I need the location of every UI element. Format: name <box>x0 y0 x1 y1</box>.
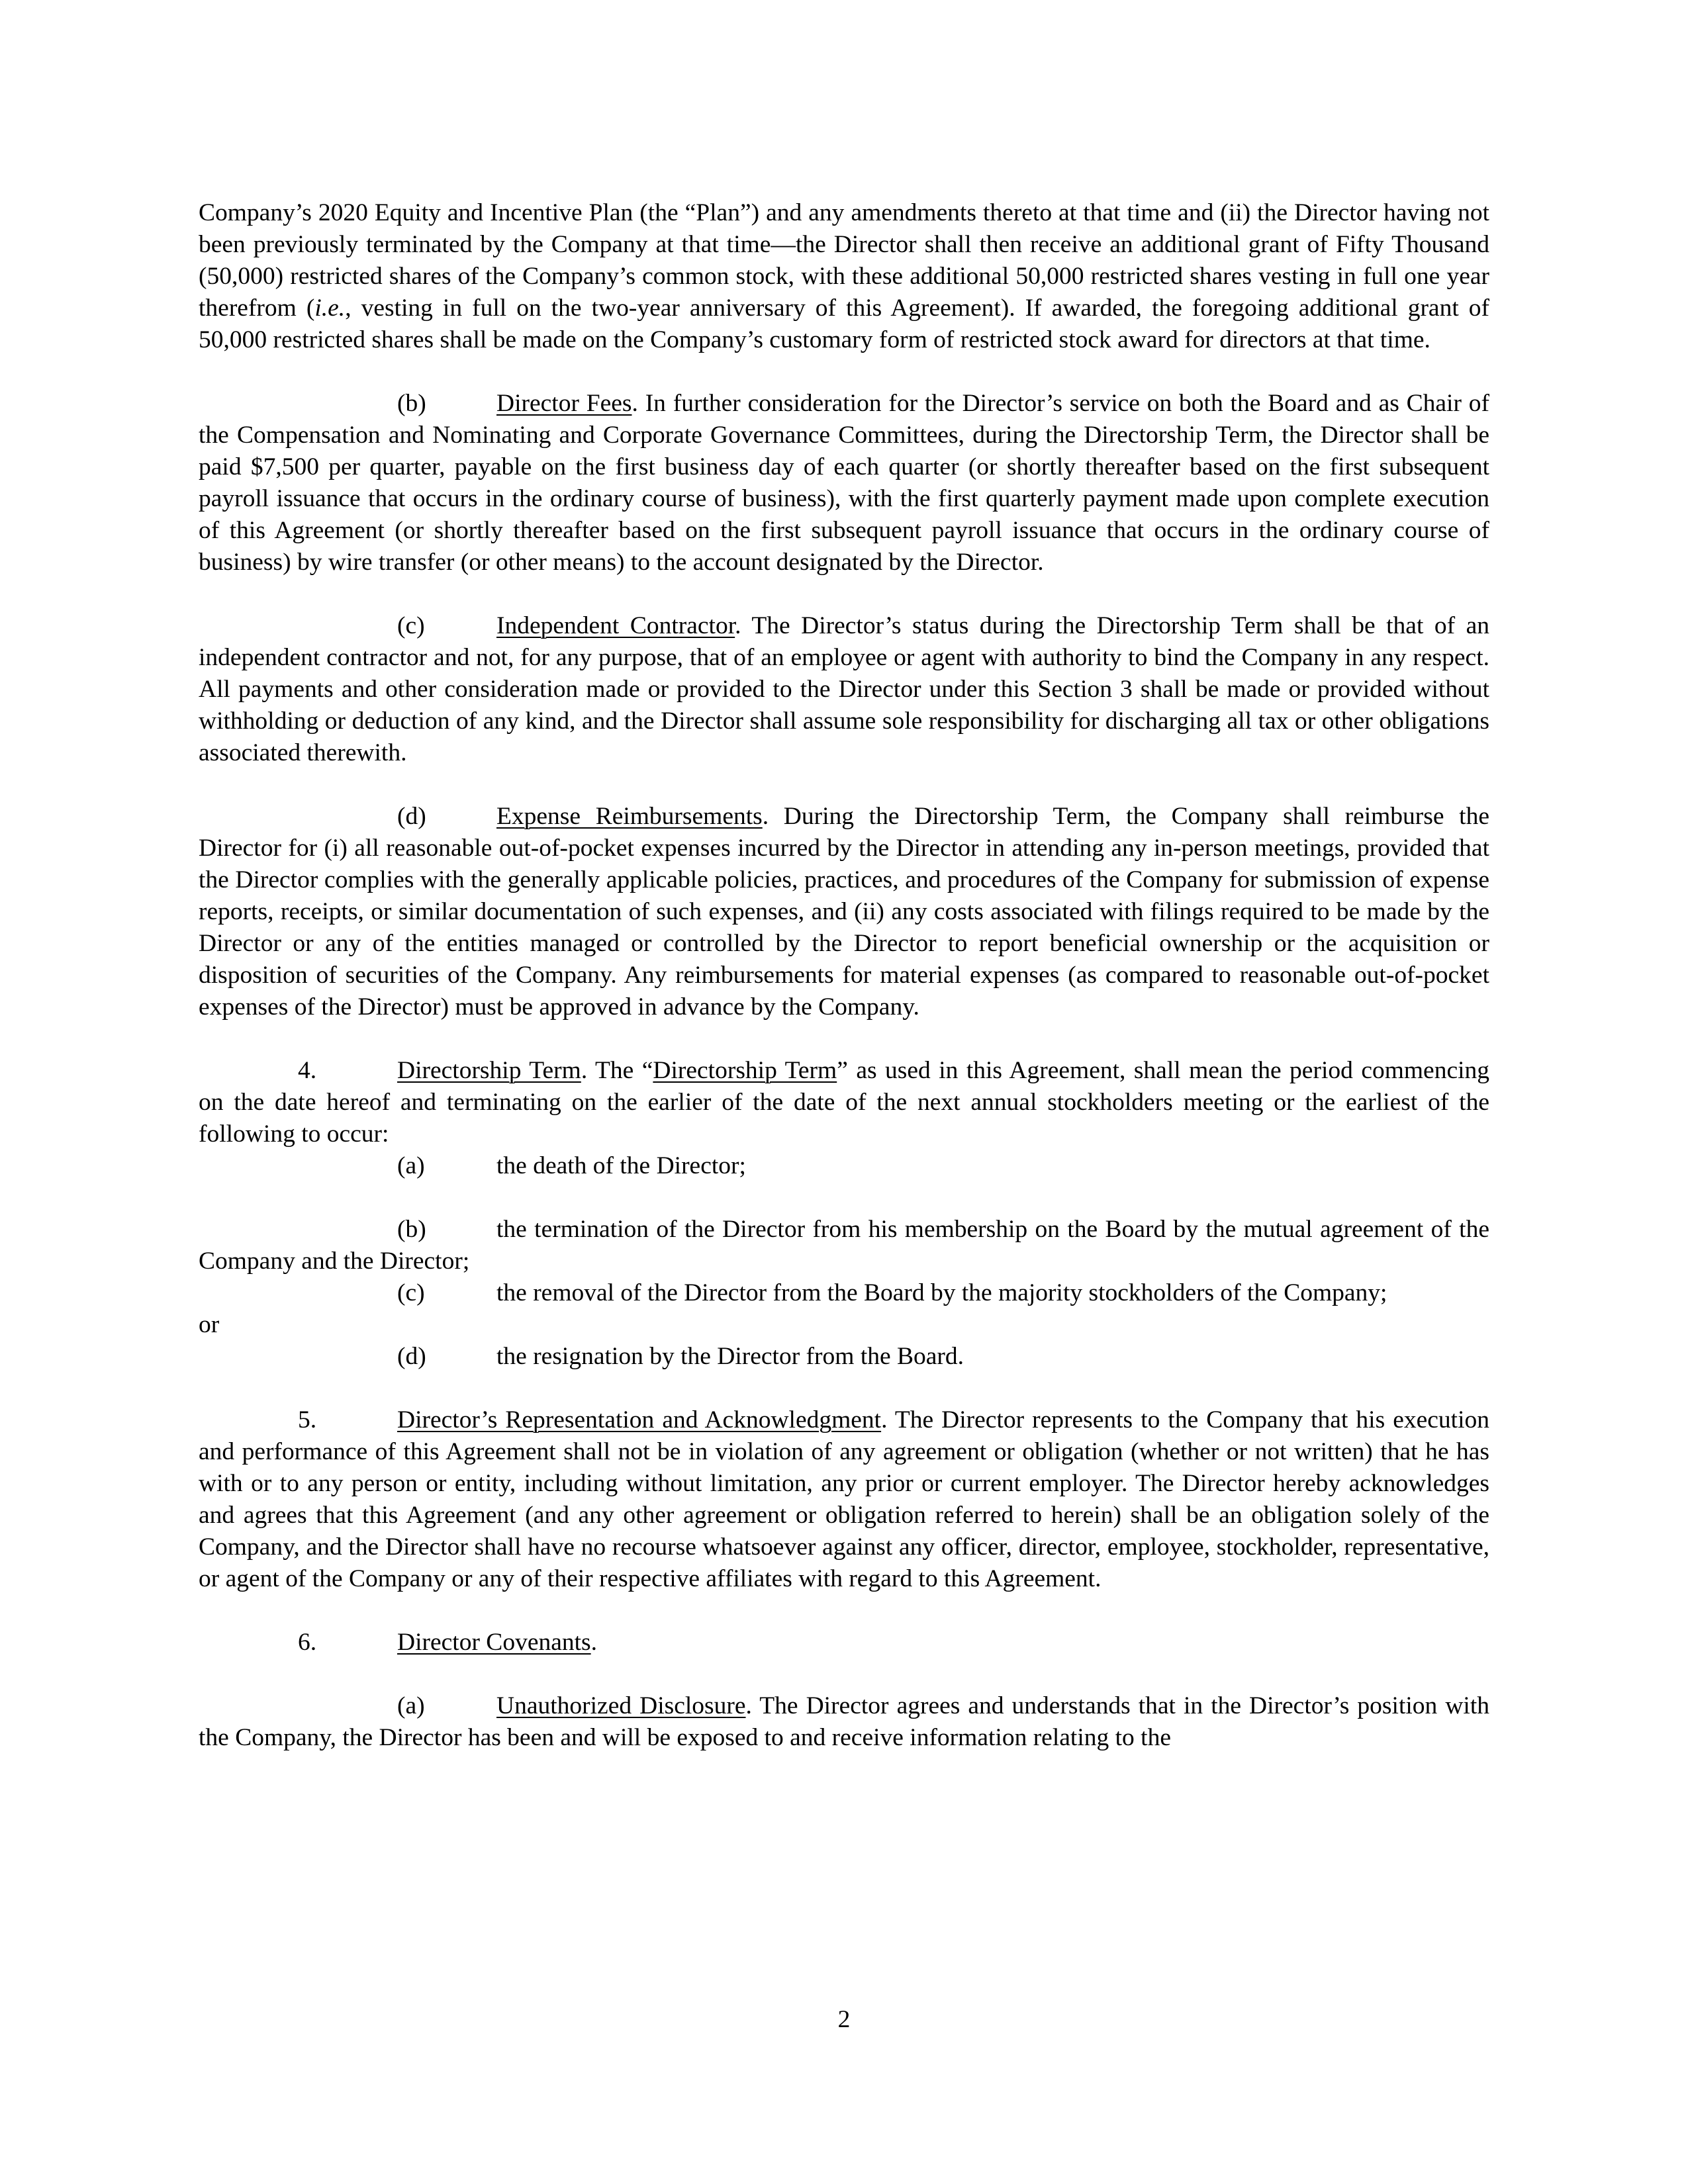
section-3d-paragraph: (d) Expense Reimbursements. During the Directorship Term, the Company shall reimburse the Director for (i) all reasonable out-of-pocket expenses incurred by the Director in attending any in-person meetings, provided that the Director complies with the generally applicable policies, practices, and procedures of the Company for submission of expense reports, receipts, or similar documentation of such expenses, and (ii) any costs associated with filings required to be made by the Director or any of the entities managed or controlled by the Director to report beneficial ownership or the acquisition or disposition of securities of the Company. Any reimbursements for material expenses (as compared to reasonable out-of-pocket expenses of the Director) must be approved in advance by the Company. <box>199 801 1489 1023</box>
section-6-heading: Director Covenants <box>397 1629 591 1656</box>
defined-term: Directorship Term <box>653 1057 837 1084</box>
list-item: (a) the death of the Director; <box>397 1152 746 1179</box>
list-item: (b) the termination of the Director from his membership on the Board by the mutual agreement of the Company and the Director; <box>199 1216 1489 1275</box>
section-6a-label: (a) <box>397 1692 425 1719</box>
section-3c-paragraph: (c) Independent Contractor. The Director’s status during the Directorship Term shall be that of an independent contractor and not, for any purpose, that of an employee or agent with authority to bind the Company in any respect. All payments and other consideration made or provided to the Director under this Section 3 shall be made or provided without withholding or deduction of any kind, and the Director shall assume sole responsibility for discharging all tax or other obligations associated therewith. <box>199 610 1489 769</box>
section-6a-paragraph: (a) Unauthorized Disclosure. The Director agrees and understands that in the Director’s position with the Company, the Director has been and will be exposed to and receive information relating to the <box>199 1690 1489 1754</box>
list-item: (c) the removal of the Director from the Board by the majority stockholders of the Company; <box>397 1279 1387 1306</box>
section-4-heading: Directorship Term <box>397 1057 581 1084</box>
intro-paragraph: Company’s 2020 Equity and Incentive Plan (the “Plan”) and any amendments thereto at that time and (ii) the Director having not been previously terminated by the Company at that time—the Director shall then receive an additional grant of Fifty Thousand (50,000) restricted shares of the Company’s common stock, with these additional 50,000 restricted shares vesting in full one year therefrom (i.e., vesting in full on the two-year anniversary of this Agreement). If awarded, the foregoing additional grant of 50,000 restricted shares shall be made on the Company’s customary form of restricted stock award for directors at that time. <box>199 199 1490 353</box>
page-number: 2 <box>837 2006 851 2033</box>
section-5-number: 5. <box>298 1406 317 1433</box>
section-5-paragraph: 5. Director’s Representation and Acknowledgment. The Director represents to the Company that his execution and performance of this Agreement shall not be in violation of any agreement or obligation (whether or not written) that he has with or to any person or entity, including without limitation, any prior or current employer. The Director hereby acknowledges and agrees that this Agreement (and any other agreement or obligation referred to herein) shall be an obligation solely of the Company, and the Director shall have no recourse whatsoever against any officer, director, employee, stockholder, representative, or agent of the Company or any of their respective affiliates with regard to this Agreement. <box>199 1404 1489 1595</box>
ie-abbreviation: i.e. <box>314 295 346 322</box>
section-3b-paragraph: (b) Director Fees. In further consideration for the Director’s service on both the Board and as Chair of the Compensation and Nominating and Corporate Governance Committees, during the Directorship Term, the Director shall be paid $7,500 per quarter, payable on the first business day of each quarter (or shortly thereafter based on the first subsequent payroll issuance that occurs in the ordinary course of business), with the first quarterly payment made upon complete execution of this Agreement (or shortly thereafter based on the first subsequent payroll issuance that occurs in the ordinary course of business) by wire transfer (or other means) to the account designated by the Director. <box>199 388 1489 578</box>
list-item: (d) the resignation by the Director from the Board. <box>397 1343 964 1370</box>
section-3d-heading: Expense Reimbursements <box>496 803 763 830</box>
section-3d-label: (d) <box>397 803 426 830</box>
section-3b-label: (b) <box>397 390 426 417</box>
section-4-paragraph: 4. Directorship Term. The “Directorship Term” as used in this Agreement, shall mean the period commencing on the date hereof and terminating on the earlier of the date of the next annual stockholders meeting or the earliest of the following to occur: <box>199 1055 1489 1150</box>
section-5-heading: Director’s Representation and Acknowledgment <box>397 1406 882 1433</box>
body-text <box>199 197 1489 1754</box>
section-3c-heading: Independent Contractor <box>496 612 735 639</box>
section-6-heading-line: 6. Director Covenants. <box>199 1627 1489 1659</box>
section-3c-label: (c) <box>397 612 425 639</box>
or-connector: or <box>199 1311 220 1338</box>
section-3b-heading: Director Fees <box>496 390 632 417</box>
section-4-number: 4. <box>298 1057 317 1084</box>
section-6-number: 6. <box>298 1629 317 1656</box>
section-6a-heading: Unauthorized Disclosure <box>496 1692 746 1719</box>
